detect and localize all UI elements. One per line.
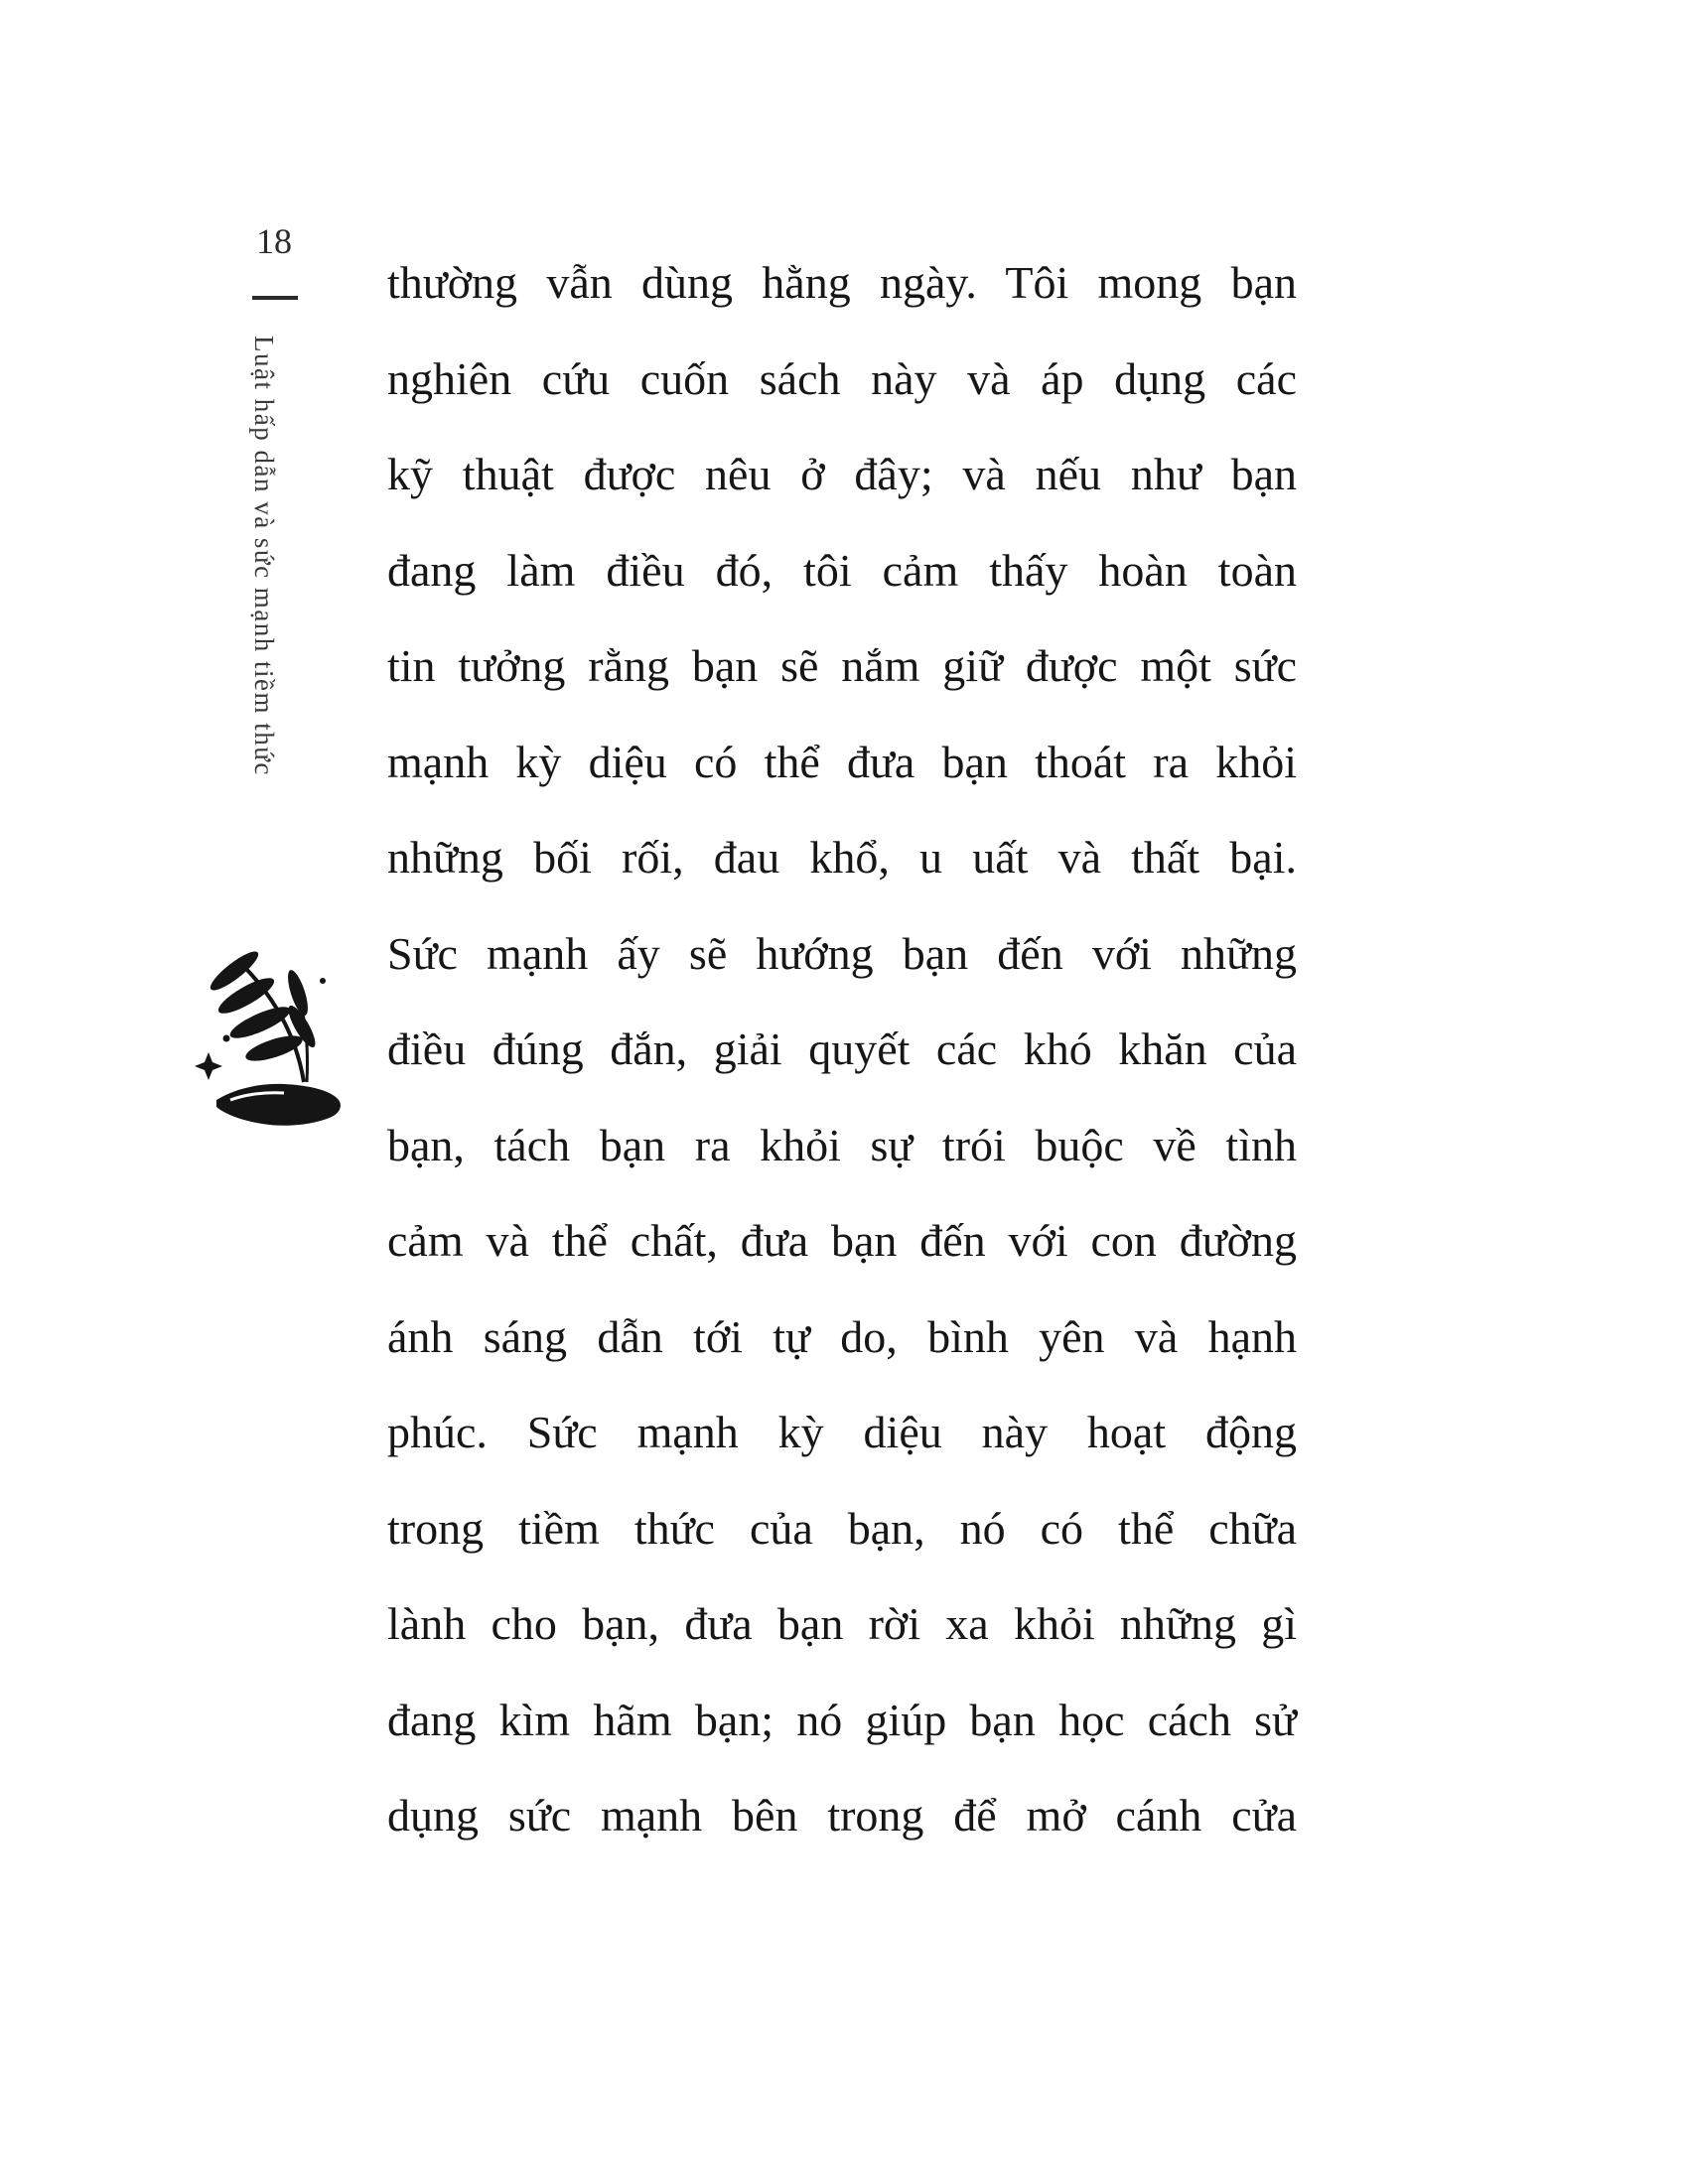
body-line: đang làm điều đó, tôi cảm thấy hoàn toàn bbox=[387, 544, 1297, 596]
body-line: dụng sức mạnh bên trong để mở cánh cửa bbox=[387, 1790, 1297, 1841]
book-title-sidebar: Luật hấp dẫn và sức mạnh tiềm thức bbox=[249, 336, 279, 776]
body-line: nghiên cứu cuốn sách này và áp dụng các bbox=[387, 352, 1297, 404]
body-line: thường vẫn dùng hằng ngày. Tôi mong bạn bbox=[387, 257, 1297, 308]
body-line: Sức mạnh ấy sẽ hướng bạn đến với những bbox=[387, 927, 1297, 979]
page-number-divider bbox=[252, 296, 298, 300]
body-line: cảm và thể chất, đưa bạn đến với con đường bbox=[387, 1215, 1297, 1266]
hand-holding-plant-icon bbox=[187, 941, 348, 1130]
body-line: trong tiềm thức của bạn, nó có thể chữa bbox=[387, 1502, 1297, 1554]
body-line: tin tưởng rằng bạn sẽ nắm giữ được một sức bbox=[387, 640, 1297, 691]
body-line: mạnh kỳ diệu có thể đưa bạn thoát ra khỏi bbox=[387, 736, 1297, 787]
body-line: đang kìm hãm bạn; nó giúp bạn học cách sử bbox=[387, 1694, 1297, 1745]
body-line: kỹ thuật được nêu ở đây; và nếu như bạn bbox=[387, 449, 1297, 499]
body-line: những bối rối, đau khổ, u uất và thất bại. bbox=[387, 832, 1297, 883]
body-line: phúc. Sức mạnh kỳ diệu này hoạt động bbox=[387, 1407, 1297, 1457]
body-line: lành cho bạn, đưa bạn rời xa khỏi những gì bbox=[387, 1598, 1297, 1649]
body-text-column bbox=[387, 235, 1297, 1864]
body-line: bạn, tách bạn ra khỏi sự trói buộc về tình bbox=[387, 1119, 1297, 1170]
page-number: 18 bbox=[256, 221, 292, 261]
body-line: ánh sáng dẫn tới tự do, bình yên và hạnh bbox=[387, 1310, 1297, 1362]
body-line: điều đúng đắn, giải quyết các khó khăn của bbox=[387, 1024, 1297, 1074]
